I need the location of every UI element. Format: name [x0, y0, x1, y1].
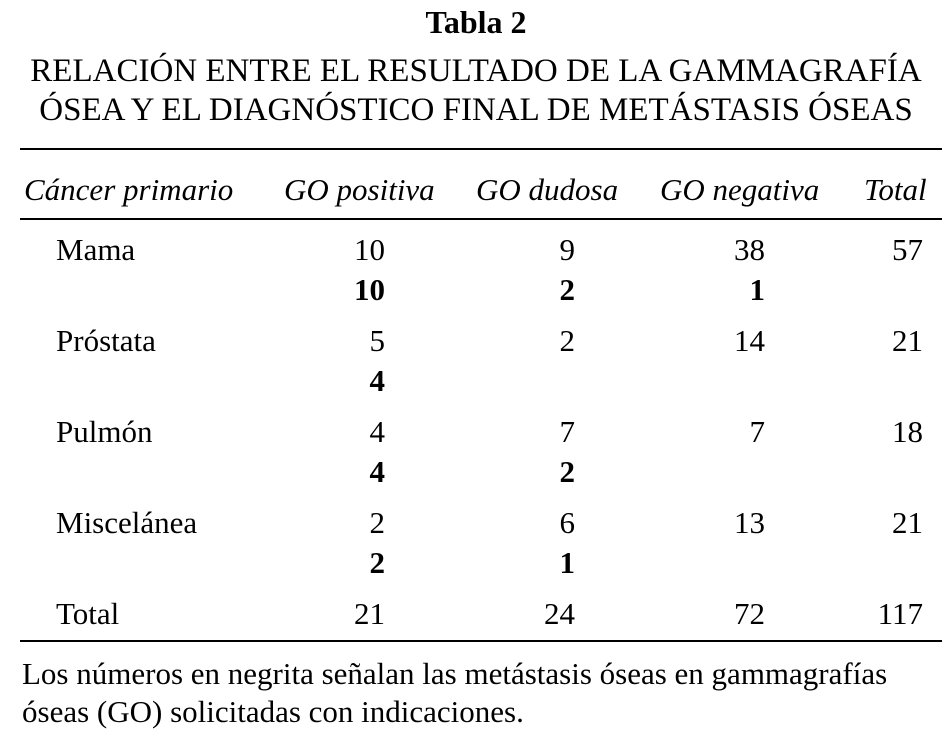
header-total: Total — [864, 172, 927, 207]
table-cell: 6 — [559, 505, 575, 540]
bold-cell: 2 — [559, 454, 575, 489]
row-label-total: Total — [56, 596, 120, 631]
header-cancer-primario: Cáncer primario — [24, 172, 234, 207]
row-label-pulmon: Pulmón — [56, 414, 153, 449]
table-title-line-1: RELACIÓN ENTRE EL RESULTADO DE LA GAMMAGRAFÍA — [30, 53, 922, 89]
table-cell: 21 — [892, 505, 923, 540]
bold-cell: 1 — [559, 545, 575, 580]
header-go-negativa: GO negativa — [660, 172, 820, 207]
bold-cell: 1 — [749, 272, 765, 307]
total-cell: 24 — [544, 596, 575, 631]
table-cell: 5 — [369, 323, 385, 358]
table-title — [0, 52, 952, 130]
row-label-prostata: Próstata — [56, 323, 156, 358]
bold-cell: 4 — [369, 454, 385, 489]
table-cell: 4 — [369, 414, 385, 449]
footnote-line-2: óseas (GO) solicitadas con indicaciones. — [22, 694, 524, 729]
bold-cell: 2 — [369, 545, 385, 580]
table-cell: 9 — [559, 232, 575, 267]
table-title-line-2: ÓSEA Y EL DIAGNÓSTICO FINAL DE METÁSTASIS ÓSEAS — [39, 92, 913, 128]
table-cell: 2 — [559, 323, 575, 358]
bold-cell: 10 — [354, 272, 385, 307]
table-cell: 7 — [749, 414, 765, 449]
table-cell: 38 — [734, 232, 765, 267]
top-rule — [20, 148, 942, 150]
table-label: Tabla 2 — [425, 4, 527, 40]
table-cell: 21 — [892, 323, 923, 358]
bottom-rule — [20, 640, 942, 642]
table-cell: 18 — [892, 414, 923, 449]
total-cell: 72 — [734, 596, 765, 631]
table-cell: 2 — [369, 505, 385, 540]
footnote-line-1: Los números en negrita señalan las metástasis óseas en gammagrafías — [22, 656, 888, 691]
table-cell: 14 — [734, 323, 765, 358]
header-go-dudosa: GO dudosa — [476, 172, 619, 207]
table-cell: 10 — [354, 232, 385, 267]
row-label-mama: Mama — [56, 232, 136, 267]
table-cell: 7 — [559, 414, 575, 449]
row-label-miscelanea: Miscelánea — [56, 505, 198, 540]
header-go-positiva: GO positiva — [284, 172, 435, 207]
total-cell: 117 — [877, 596, 923, 631]
table-cell: 13 — [734, 505, 765, 540]
bold-cell: 4 — [369, 363, 385, 398]
total-cell: 21 — [354, 596, 385, 631]
footnote — [22, 655, 947, 731]
header-rule — [20, 218, 942, 220]
table-cell: 57 — [892, 232, 923, 267]
bold-cell: 2 — [559, 272, 575, 307]
